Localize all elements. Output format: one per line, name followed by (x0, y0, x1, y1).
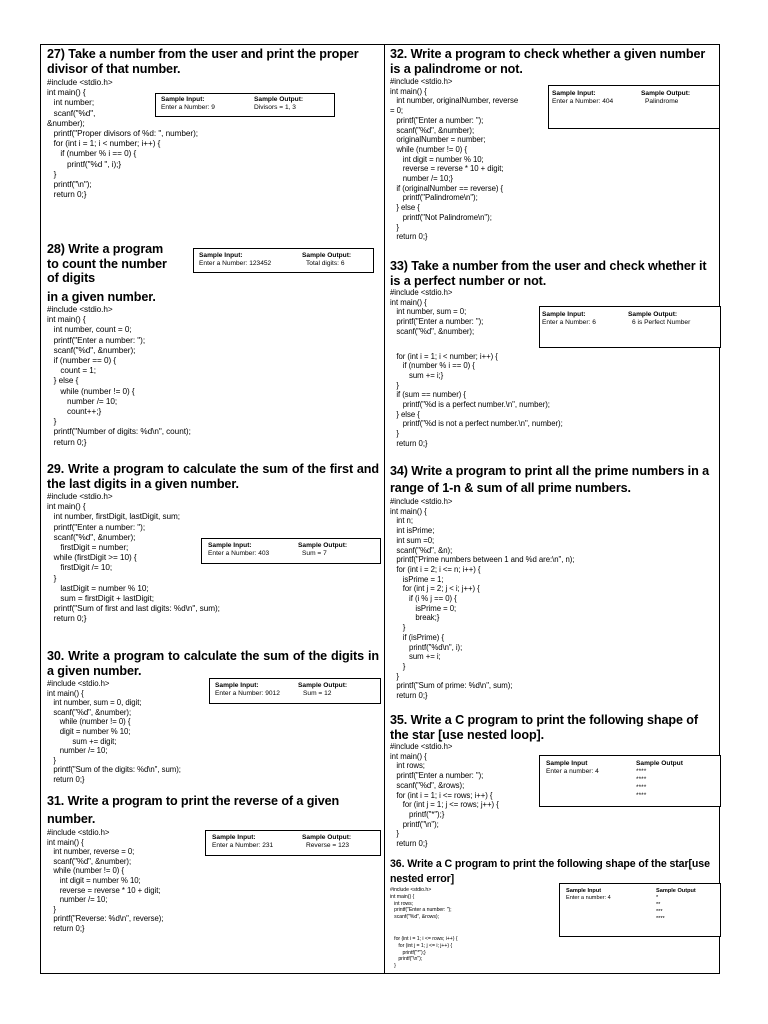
column-divider (384, 44, 385, 974)
question-33-title: 33) Take a number from the user and check whether it is a perfect number or not. (390, 259, 707, 288)
sample-input-label: Sample Input: (552, 90, 596, 97)
question-32-code: #include <stdio.h> int main() { int number, originalNumber, reverse = 0; printf("Enter a number: "); scanf("%d", &number); originalNumber = number; while (number != 0) { int digit = number % 10; reverse = reverse * 10 + digit; number /= 10;} if (originalNumber == reverse) { printf("Palindrome\n"); } else { printf("Not Palindrome\n"); } return 0;} (390, 77, 519, 242)
question-28-title-line-3: of digits (47, 271, 96, 285)
question-32-title: 32. Write a program to check whether a given number is a palindrome or not. (390, 47, 706, 76)
sample-output-value: Sum = 7 (302, 550, 327, 557)
sample-input-value: Enter a Number: 403 (208, 550, 270, 557)
sample-input-label: Sample Input: (208, 542, 252, 549)
question-33-sample-box (539, 306, 721, 348)
sample-output-label: Sample Output: (628, 311, 678, 318)
question-31 (47, 792, 379, 934)
sample-input-value: Enter a Number: 404 (552, 98, 614, 105)
question-33-code-part-2: for (int i = 1; i < number; i++) { if (number % i == 0) { sum += i;} } if (sum == number) { printf("%d is a perfect number.\n", number); } else { printf("%d is not a perfect number.\n", number); } return 0;} (396, 351, 563, 448)
sample-output-label: Sample Output: (302, 834, 352, 841)
sample-output-value: Sum = 12 (303, 690, 332, 697)
sample-input-value: Enter a Number: 123452 (199, 260, 272, 267)
question-31-title-line-2: number. (47, 812, 96, 826)
sample-input-label: Sample Input (546, 760, 588, 767)
sample-output-value: Total digits: 6 (306, 260, 345, 267)
sample-input-value: Enter a Number: 6 (542, 319, 596, 326)
question-30-code: #include <stdio.h> int main() { int number, sum = 0, digit; scanf("%d", &number); while (number != 0) { digit = number % 10; sum += digit; number /= 10; } printf("Sum of the digits: %d\n", sum); return 0;} (47, 679, 181, 784)
sample-output-value: Reverse = 123 (306, 842, 350, 849)
question-34-title: 34) Write a program to print all the prime numbers in a range of 1-n & sum of all prime numbers. (390, 464, 709, 495)
question-36-code-part-2: for (int i = 1; i <= rows; i++) { for (int j = 1; j <= i; j++) { printf("*");} printf("\n"); } (394, 935, 458, 970)
question-34 (390, 463, 717, 701)
question-30-title: 30. Write a program to calculate the sum of the digits in a given number. (47, 649, 379, 678)
right-column (385, 45, 721, 973)
question-27 (47, 47, 379, 200)
question-31-title-line-1: 31. Write a program to print the reverse of a given (47, 794, 340, 808)
question-34-code: #include <stdio.h> int main() { int n; int isPrime; int sum =0; scanf("%d", &n); printf("Prime numbers between 1 and %d are:\n", n); for (int i = 2; i <= n; i++) { isPrime = 1; for (int j = 2; j < i; j++) { if (i % j == 0) { isPrime = 0; break;} } if (isPrime) { printf("%d\n", i); sum += i; } } printf("Sum of prime: %d\n", sum); return 0;} (390, 497, 575, 701)
question-32-sample-box (548, 85, 720, 129)
question-29-sample-box (201, 538, 381, 564)
question-27-code: #include <stdio.h> int main() { int number; scanf("%d", &number); printf("Proper divisors of %d: ", number); for (int i = 1; i < number; i++) { if (number % i == 0) { printf("%d ", i);} } printf("\n"); return 0;} (47, 78, 198, 200)
sample-output-value: * ** *** **** (656, 895, 665, 922)
question-33-code-part-1: #include <stdio.h> int main() { int number, sum = 0; printf("Enter a number: "); scanf("%d", &number); (390, 288, 484, 336)
question-28-sample-box (193, 248, 374, 273)
question-27-title: 27) Take a number from the user and print the proper divisor of that number. (47, 47, 359, 76)
question-36 (390, 857, 717, 970)
question-28-title-line-4: in a given number. (47, 289, 156, 304)
left-column (41, 45, 384, 973)
sample-input-label: Sample Input: (542, 311, 586, 318)
sample-input-value: Enter a Number: 9012 (215, 690, 280, 697)
question-28 (47, 242, 379, 448)
question-29-title: 29. Write a program to calculate the sum of the first and the last digits in a given number. (47, 462, 379, 491)
sample-input-label: Sample Input: (161, 96, 205, 103)
question-31-code: #include <stdio.h> int main() { int number, reverse = 0; scanf("%d", &number); while (number != 0) { int digit = number % 10; reverse = reverse * 10 + digit; number /= 10; } printf("Reverse: %d\n", reverse); return 0;} (47, 828, 164, 933)
sample-input-value: Enter a number: 4 (566, 895, 611, 901)
sample-output-label: Sample Output: (302, 252, 352, 259)
sample-input-label: Sample Input: (212, 834, 256, 841)
question-35-sample-box (539, 755, 721, 807)
question-29 (47, 462, 379, 625)
sample-output-value: Palindrome (645, 98, 679, 105)
sample-input-label: Sample Input: (215, 682, 259, 689)
question-35-title: 35. Write a C program to print the following shape of the star [use nested loop]. (390, 713, 698, 742)
question-27-sample-box (155, 93, 335, 117)
sample-output-label: Sample Output: (254, 96, 304, 103)
sample-output-value: **** **** **** **** (636, 768, 647, 799)
question-30-sample-box (209, 678, 381, 704)
question-28-title-line-2: to count the number (47, 256, 167, 271)
question-36-title: 36. Write a C program to print the following shape of the star[use nested error] (390, 858, 710, 885)
question-36-code-part-1: #include <stdio.h> int main() { int rows; printf("Enter a number: "); scanf("%d", &rows); (390, 887, 452, 921)
question-31-sample-box (205, 830, 381, 856)
question-35-code: #include <stdio.h> int main() { int rows; printf("Enter a number: "); scanf("%d", &rows); for (int i = 1; i <= rows; i++) { for (int j = 1; j <= rows; j++) { printf("*");} printf("\n"); } return 0;} (390, 742, 499, 849)
question-32 (390, 47, 717, 242)
sample-output-value: 6 is Perfect Number (632, 319, 691, 326)
question-33 (390, 259, 717, 449)
question-29-code: #include <stdio.h> int main() { int number, firstDigit, lastDigit, sum; printf("Enter a number: "); scanf("%d", &number); firstDigit = number; while (firstDigit >= 10) { firstDigit /= 10; } lastDigit = number % 10; sum = firstDigit + lastDigit; printf("Sum of first and last digits: %d\n", sum); return 0;} (47, 492, 220, 624)
question-28-title-line-1: 28) Write a program (47, 242, 164, 256)
sample-input-label: Sample Input (566, 888, 602, 894)
sample-output-value: Divisors = 1, 3 (254, 104, 296, 111)
question-36-sample-box (559, 883, 721, 937)
question-30 (47, 649, 379, 785)
question-28-code: #include <stdio.h> int main() { int number, count = 0; printf("Enter a number: "); scanf("%d", &number); if (number == 0) { count = 1; } else { while (number != 0) { number /= 10; count++;} } printf("Number of digits: %d\n", count); return 0;} (47, 305, 191, 447)
sample-output-label: Sample Output (656, 888, 696, 894)
sample-output-label: Sample Output: (298, 542, 348, 549)
sample-output-label: Sample Output: (641, 90, 691, 97)
sample-input-label: Sample Input: (199, 252, 243, 259)
sample-input-value: Enter a Number: 9 (161, 104, 215, 111)
worksheet-page (40, 44, 720, 974)
sample-output-label: Sample Output (636, 760, 683, 767)
sample-output-label: Sample Output: (298, 682, 348, 689)
sample-input-value: Enter a number: 4 (546, 768, 599, 775)
sample-input-value: Enter a Number: 231 (212, 842, 274, 849)
question-35 (390, 713, 717, 849)
